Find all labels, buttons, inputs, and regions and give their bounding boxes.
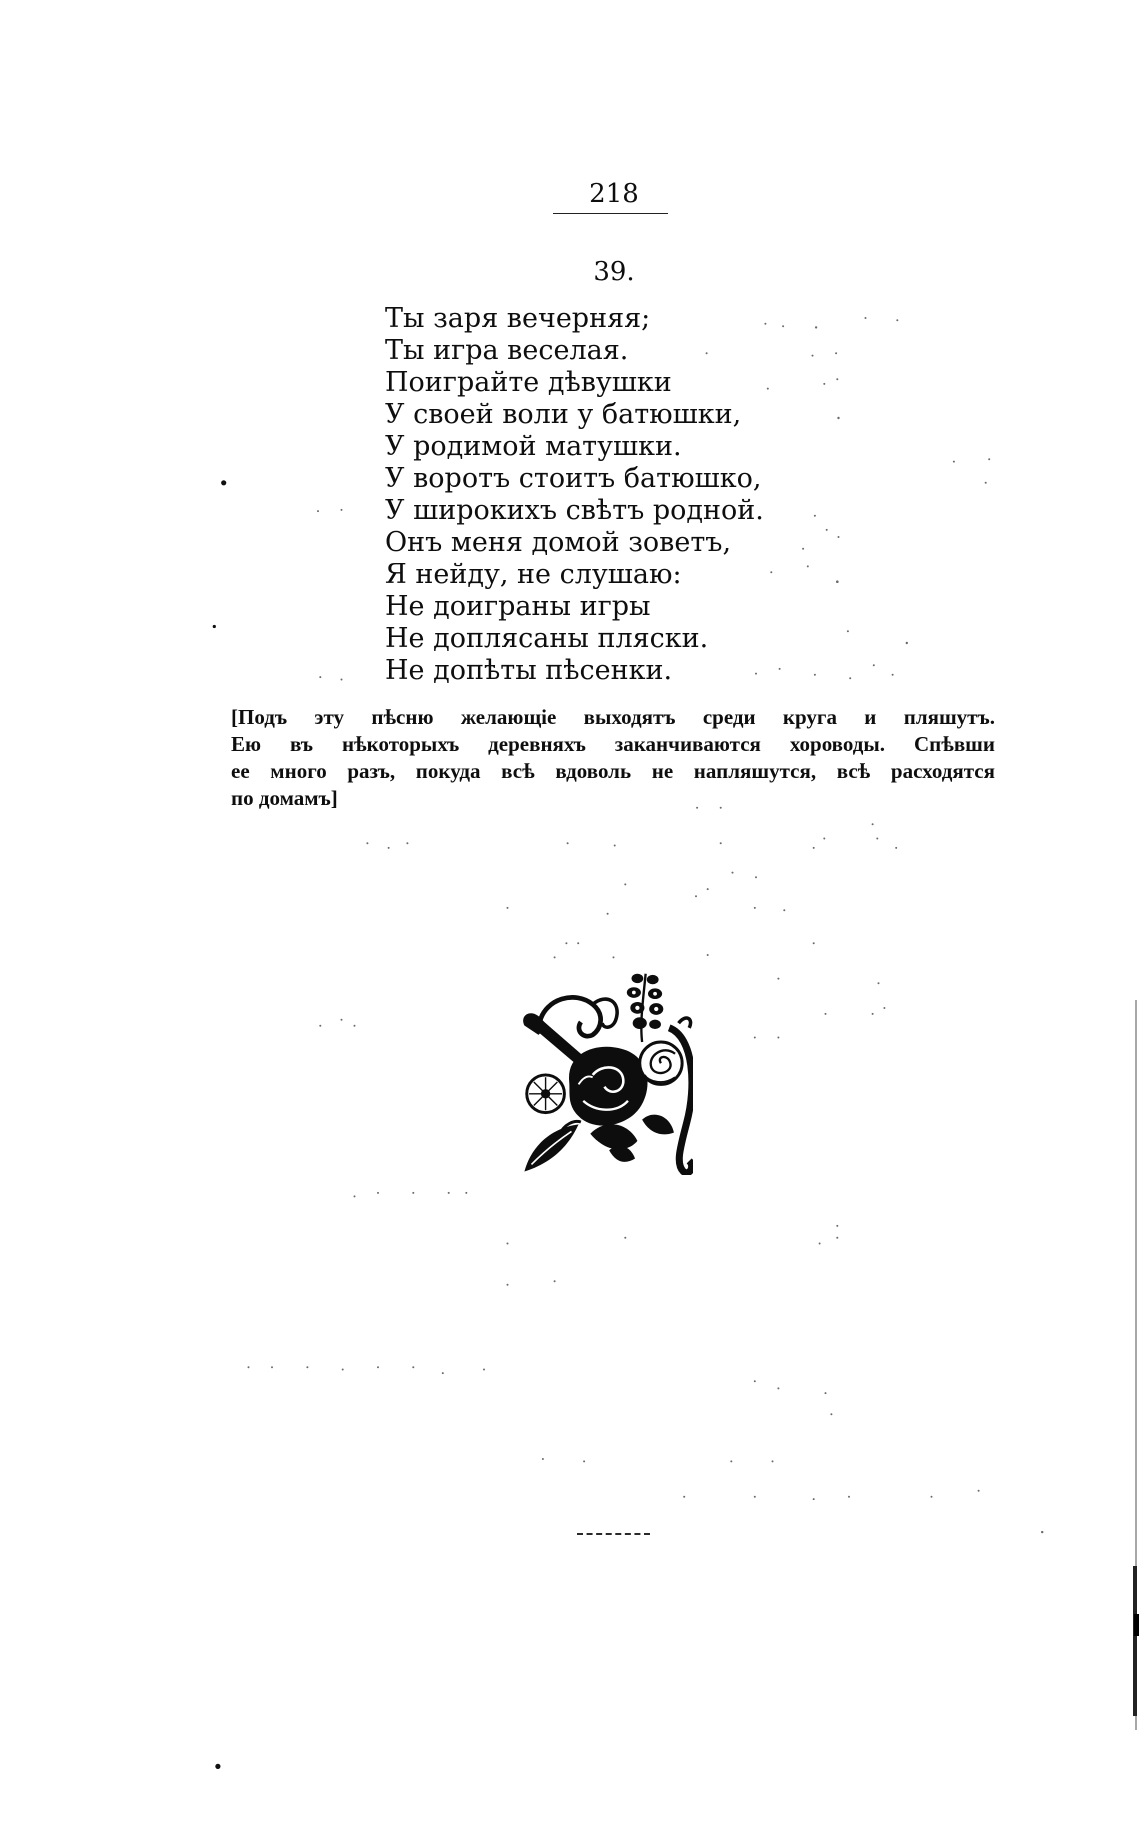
poem-line: Поиграйте дѣвушки — [385, 367, 672, 398]
poem-line: Не допѣты пѣсенки. — [385, 655, 673, 686]
scan-speck — [847, 630, 849, 632]
scan-speck — [341, 509, 343, 511]
page-number-underline — [553, 213, 668, 214]
scan-speck — [812, 355, 814, 357]
scan-speck — [465, 1192, 467, 1194]
scan-speck — [567, 842, 569, 844]
scan-speck — [825, 1392, 827, 1394]
ribbon-curl — [593, 999, 617, 1027]
leaf — [642, 1115, 674, 1135]
scan-speck — [782, 325, 784, 327]
scan-speck — [221, 480, 226, 485]
scan-speck — [895, 847, 897, 849]
poem-line: У воротъ стоитъ батюшко, — [385, 463, 762, 494]
poem-line: Онъ меня домой зоветъ, — [385, 527, 732, 558]
floret — [632, 974, 644, 983]
scan-speck — [819, 1243, 821, 1245]
poem-line: У своей воли у батюшки, — [385, 399, 742, 430]
song-number: 39. — [593, 257, 635, 287]
floret — [647, 975, 659, 984]
floral-vignette-icon — [510, 969, 693, 1175]
poem-line: Ты игра веселая. — [385, 335, 629, 366]
scan-speck — [849, 677, 851, 679]
scan-speck — [814, 515, 816, 517]
scan-speck — [442, 1372, 444, 1374]
scan-speck — [813, 847, 815, 849]
scan-speck — [813, 1498, 815, 1500]
note-line: Ею въ нѣкоторыхъ деревняхъ заканчиваются хороводы. Спѣвши — [231, 732, 995, 756]
scan-speck — [873, 664, 875, 666]
page-edge-shadow — [1134, 1614, 1139, 1636]
scan-speck — [213, 625, 216, 628]
scan-speck — [730, 1460, 732, 1462]
scan-speck — [865, 317, 867, 319]
scan-speck — [554, 1280, 556, 1282]
scan-speck — [271, 1366, 273, 1368]
scan-speck — [815, 326, 817, 328]
ornament-rose — [640, 1042, 682, 1084]
scan-speck — [823, 383, 825, 385]
scan-speck — [836, 1237, 838, 1239]
scan-speck — [779, 668, 781, 670]
scan-speck — [892, 674, 894, 676]
scan-speck — [872, 823, 874, 825]
scan-speck — [825, 1013, 827, 1015]
scan-speck — [1041, 1531, 1043, 1533]
scan-speck — [896, 319, 898, 321]
floret — [649, 1020, 661, 1029]
scan-speck — [836, 378, 838, 380]
scan-speck — [707, 954, 709, 956]
scan-speck — [783, 909, 785, 911]
scan-speck — [754, 1496, 756, 1498]
scan-speck — [306, 1366, 308, 1368]
scan-speck — [988, 458, 990, 460]
note-line: [Подъ эту пѣсню желающіе выходятъ среди круга и пляшутъ. — [231, 705, 995, 729]
scan-speck — [931, 1496, 933, 1498]
scan-speck — [838, 536, 840, 538]
scan-speck — [613, 956, 615, 958]
scan-speck — [837, 417, 839, 419]
scan-speck — [754, 907, 756, 909]
scan-speck — [876, 838, 878, 840]
scan-speck — [507, 1284, 509, 1286]
page-number: 218 — [589, 179, 639, 209]
scan-speck — [366, 842, 368, 844]
scan-speck — [830, 1413, 832, 1415]
editorial-note — [231, 704, 995, 812]
scan-speck — [953, 461, 955, 463]
ornament-scroll — [669, 1018, 692, 1173]
note-line: ее много разъ, покуда всѣ вдоволь не напляшутся, всѣ расходятся — [231, 759, 995, 783]
bottom-rule — [577, 1533, 650, 1535]
scan-speck — [354, 1025, 356, 1027]
scan-speck — [377, 1366, 379, 1368]
scan-speck — [764, 323, 766, 325]
scan-speck — [412, 1192, 414, 1194]
ornament-dark-flower — [569, 1047, 648, 1126]
scan-speck — [624, 1237, 626, 1239]
scan-speck — [835, 352, 837, 354]
scroll-tip — [679, 1018, 691, 1028]
poem-line: У родимой матушки. — [385, 431, 682, 462]
scan-speck — [614, 845, 616, 847]
scan-speck — [412, 1366, 414, 1368]
floret-center — [654, 1007, 658, 1011]
poem — [385, 303, 764, 687]
scan-speck — [754, 1037, 756, 1039]
scan-speck — [683, 1496, 685, 1498]
note-line: по домамъ] — [231, 786, 338, 810]
scan-speck — [720, 842, 722, 844]
scan-speck — [777, 1387, 779, 1389]
scan-speck — [826, 529, 828, 531]
scan-speck — [554, 956, 556, 958]
scan-speck — [248, 1366, 250, 1368]
scan-speck — [215, 1764, 220, 1769]
scan-speck — [836, 1225, 838, 1227]
leaf — [590, 1124, 637, 1149]
scan-speck — [565, 942, 567, 944]
scan-speck — [341, 1019, 343, 1021]
scan-speck — [319, 1025, 321, 1027]
scan-speck — [802, 548, 804, 550]
scan-speck — [814, 674, 816, 676]
scan-speck — [377, 1192, 379, 1194]
poem-line: Ты заря вечерняя; — [385, 303, 651, 334]
scan-speck — [777, 978, 779, 980]
scan-speck — [342, 1369, 344, 1371]
scan-speck — [354, 1195, 356, 1197]
floret-center — [635, 1006, 639, 1010]
scan-speck — [542, 1458, 544, 1460]
leaf — [609, 1146, 635, 1162]
ornament-flower-spike — [627, 974, 663, 1042]
scan-speck — [388, 847, 390, 849]
scan-speck — [836, 580, 839, 583]
scan-speck — [319, 676, 321, 678]
scan-speck — [483, 1369, 485, 1371]
scan-speck — [732, 872, 734, 874]
scan-speck — [406, 842, 408, 844]
scan-speck — [754, 1380, 756, 1382]
scan-speck — [883, 1007, 885, 1009]
scan-speck — [770, 571, 772, 573]
scan-speck — [317, 510, 319, 512]
scan-speck — [341, 679, 343, 681]
scan-speck — [777, 1037, 779, 1039]
scan-speck — [507, 1243, 509, 1245]
scan-speck — [872, 1013, 874, 1015]
floret — [633, 1017, 647, 1029]
poem-line: Не доплясаны пляски. — [385, 623, 709, 654]
poem-line: Я нейду, не слушаю: — [385, 559, 682, 590]
scan-speck — [772, 1460, 774, 1462]
scan-speck — [624, 883, 626, 885]
poem-line: У широкихъ свѣтъ родной. — [385, 495, 764, 526]
floret-center — [632, 991, 636, 995]
scan-speck — [906, 642, 908, 644]
scan-speck — [767, 388, 769, 390]
ornament-white-flower — [527, 1075, 565, 1113]
scan-speck — [583, 1460, 585, 1462]
floret-center — [653, 992, 657, 996]
scan-speck — [978, 1490, 980, 1492]
scan-speck — [848, 1496, 850, 1498]
scan-speck — [823, 838, 825, 840]
poem-line: Не доиграны игры — [385, 591, 651, 622]
scan-speck — [807, 565, 809, 567]
scan-speck — [577, 942, 579, 944]
page-edge-shadow — [1133, 1566, 1137, 1716]
scan-speck — [755, 876, 757, 878]
scan-speck — [813, 942, 815, 944]
scan-speck — [695, 895, 697, 897]
scan-speck — [448, 1192, 450, 1194]
scan-speck — [878, 982, 880, 984]
scan-speck — [507, 907, 509, 909]
white-flower-center — [541, 1089, 550, 1098]
dark-flower-body — [569, 1047, 648, 1126]
scan-speck — [607, 913, 609, 915]
scan-speck — [707, 888, 709, 890]
scan-speck — [985, 482, 987, 484]
